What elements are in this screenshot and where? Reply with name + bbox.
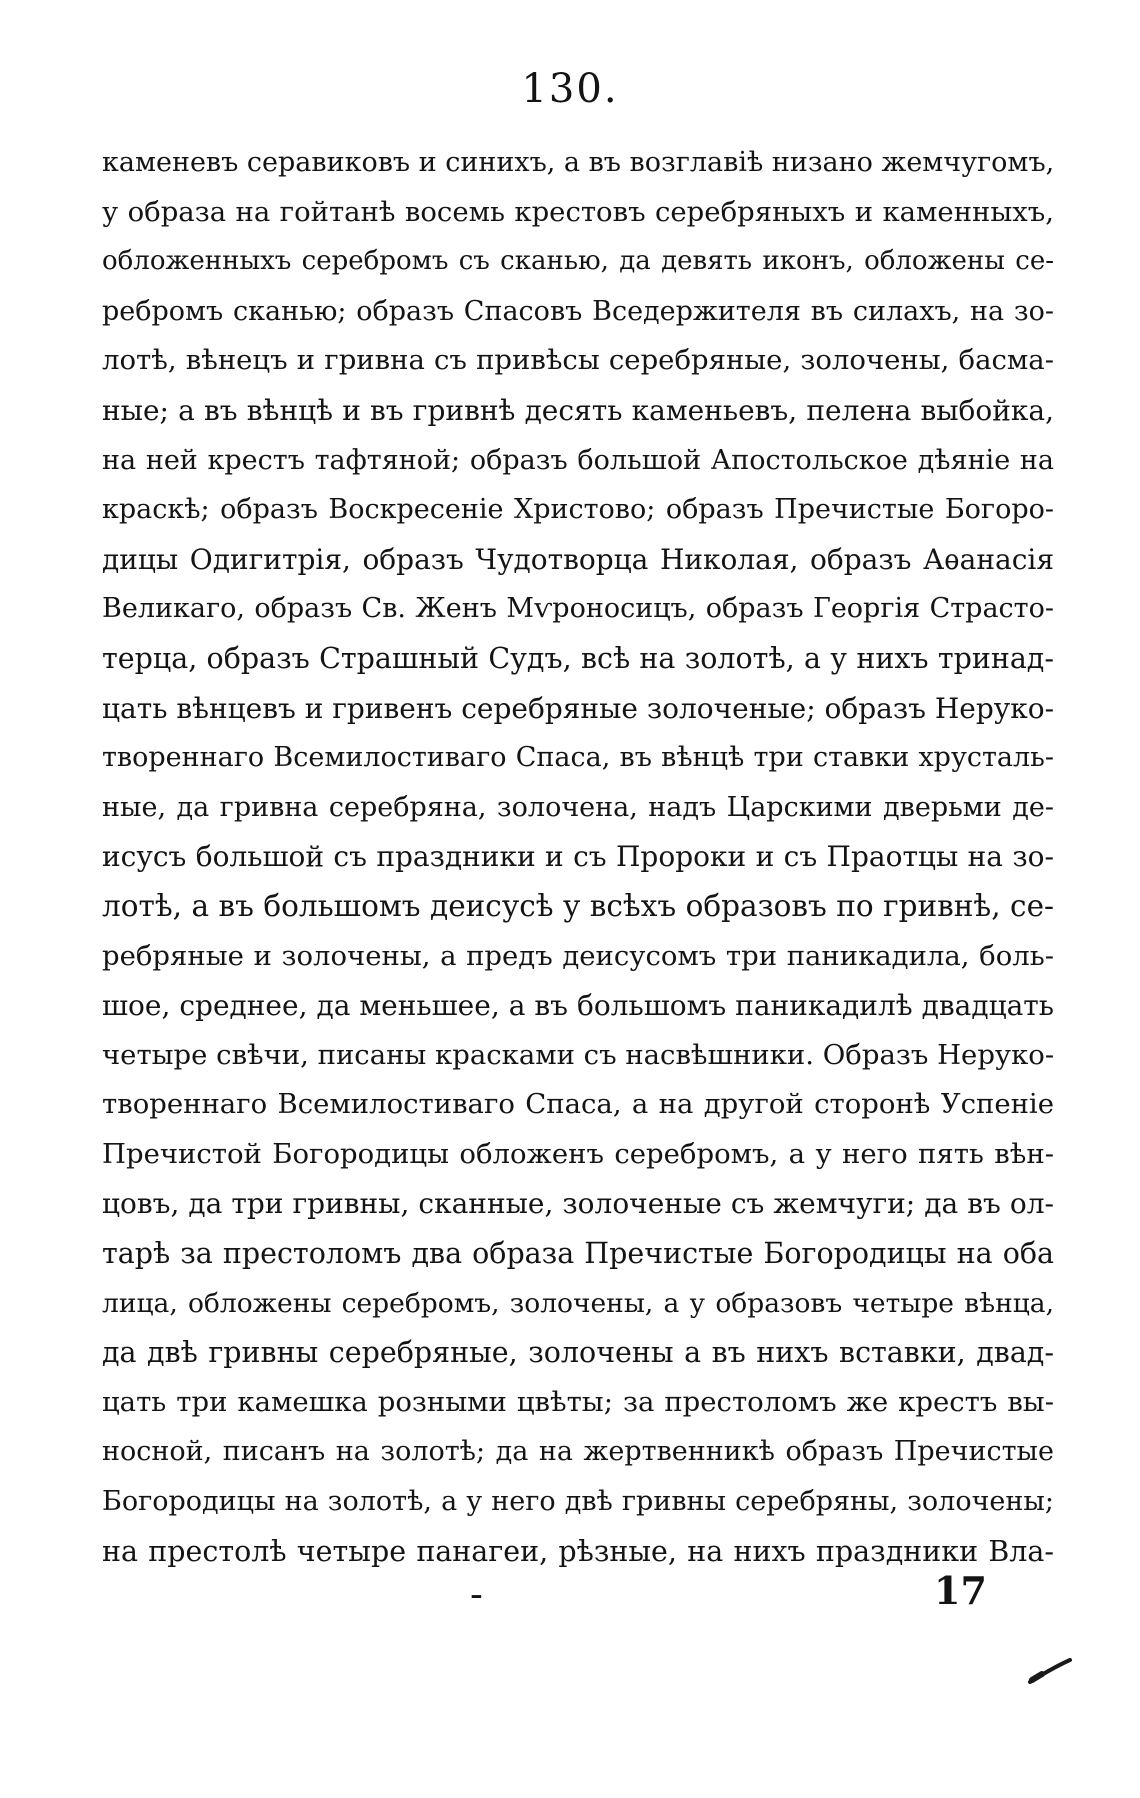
text-line: цовъ, да три гривны, сканные, золоченые съ жемчуги; да въ ол- bbox=[102, 1187, 1054, 1221]
text-line: ные, да гривна серебряна, золочена, надъ Царскими дверьми де- bbox=[102, 791, 1054, 823]
text-line: обложенныхъ серебромъ съ сканью, да девять иконъ, обложены се- bbox=[102, 246, 1054, 277]
text-line: на ней крестъ тафтяной; образъ большой Апостольское дѣяніе на bbox=[102, 444, 1054, 476]
text-line: на престолѣ четыре панагеи, рѣзные, на нихъ праздники Вла- bbox=[102, 1534, 1054, 1568]
text-line: да двѣ гривны серебряные, золочены а въ нихъ вставки, двад- bbox=[102, 1336, 1054, 1370]
text-line: твореннаго Всемилостиваго Спаса, въ вѣнцѣ три ставки хрусталь- bbox=[102, 742, 1054, 774]
text-line: шое, среднее, да меньшее, а въ большомъ паникадилѣ двадцать bbox=[102, 989, 1054, 1023]
text-line: у образа на гойтанѣ восемь крестовъ серебряныхъ и каменныхъ, bbox=[102, 195, 1054, 228]
text-line: ребромъ сканью; образъ Спасовъ Вседержителя въ силахъ, на зо- bbox=[102, 295, 1054, 327]
page-number: 130. bbox=[521, 66, 619, 112]
text-line: лица, обложены серебромъ, золочены, а у образовъ четыре вѣнца, bbox=[102, 1287, 1054, 1319]
text-line: цать вѣнцевъ и гривенъ серебряные золоченые; образъ Нерукo- bbox=[102, 691, 1055, 725]
text-line: Великаго, образъ Св. Женъ Мѵроносицъ, образъ Георгія Страсто- bbox=[102, 593, 1054, 625]
text-line: четыре свѣчи, писаны красками съ насвѣшники. Образъ Нерукo- bbox=[102, 1038, 1055, 1071]
text-line: краскѣ; образъ Воскресеніе Христово; образъ Пречистые Богоро- bbox=[102, 494, 1054, 526]
text-line: каменевъ серавиковъ и синихъ, а въ возглавіѣ низано жемчугомъ, bbox=[102, 147, 1055, 178]
text-line: твореннаго Всемилостиваго Спаса, а на другой сторонѣ Успеніе bbox=[102, 1088, 1054, 1121]
text-line: лотѣ, вѣнецъ и гривна съ привѣсы серебряные, золочены, басма- bbox=[102, 344, 1054, 377]
pencil-mark-icon bbox=[1028, 1656, 1074, 1686]
text-line: тарѣ за престоломъ два образа Пречистые Богородицы на оба bbox=[102, 1237, 1054, 1271]
signature-dash: - bbox=[470, 1572, 483, 1616]
text-line: Пречистой Богородицы обложенъ серебромъ, а у него пять вѣн- bbox=[102, 1137, 1054, 1170]
signature-number: 17 bbox=[934, 1568, 987, 1613]
text-line: ребряные и золочены, а предъ деисусомъ три паникадила, боль- bbox=[102, 939, 1054, 972]
body-text bbox=[102, 138, 1054, 1576]
text-line: исусъ большой съ праздники и съ Пророки и съ Праотцы на зо- bbox=[102, 840, 1054, 874]
printer-signature bbox=[0, 1568, 1140, 1628]
text-line: лотѣ, а въ большомъ деисусѣ у всѣхъ образовъ по гривнѣ, се- bbox=[102, 888, 1054, 923]
text-line: дицы Одигитрія, образъ Чудотворца Николая, образъ Аѳанасія bbox=[102, 542, 1054, 576]
text-line: Богородицы на золотѣ, а у него двѣ гривны серебряны, золочены; bbox=[102, 1486, 1054, 1518]
text-line: носной, писанъ на золотѣ; да на жертвенникѣ образъ Пречистые bbox=[102, 1436, 1054, 1468]
text-line: ные; а въ вѣнцѣ и въ гривнѣ десять каменьевъ, пелена выбойка, bbox=[102, 393, 1054, 427]
text-line: терца, образъ Страшный Судъ, всѣ на золотѣ, а у нихъ тринад- bbox=[102, 641, 1054, 675]
text-line: цать три камешка розными цвѣты; за престоломъ же крестъ вы- bbox=[102, 1385, 1054, 1418]
